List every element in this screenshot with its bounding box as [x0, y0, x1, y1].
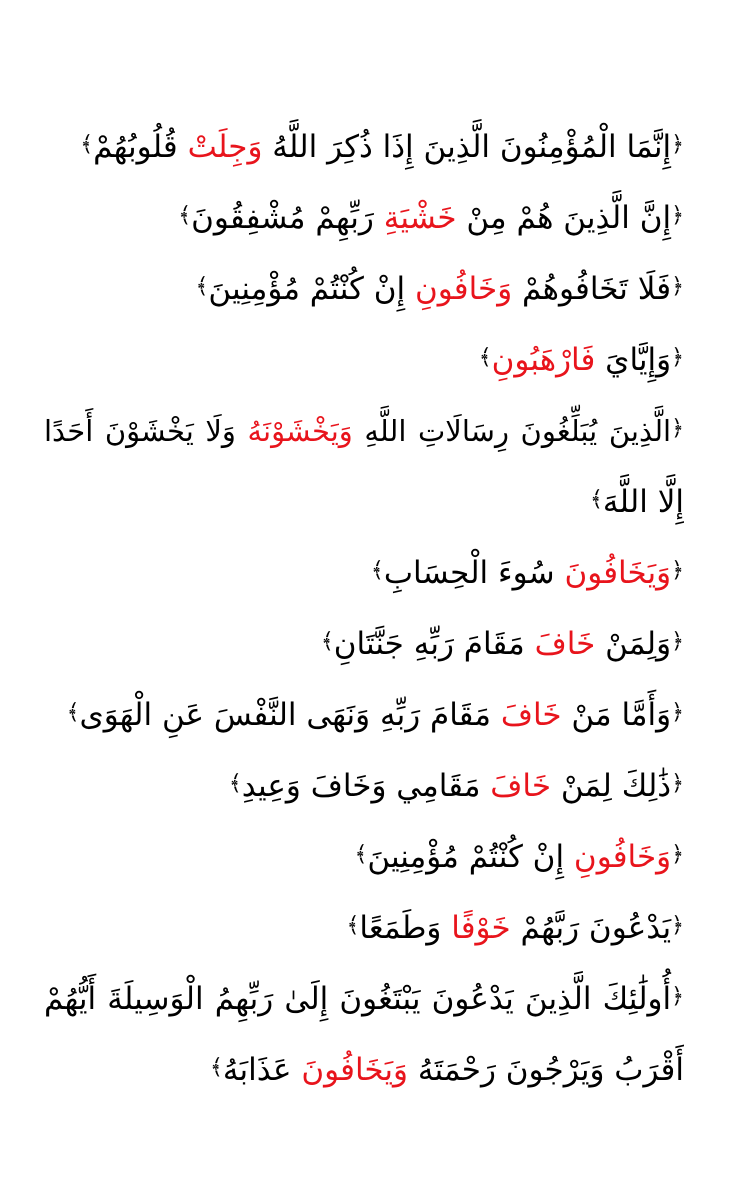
- verse-text: مَقَامَ رَبِّهِ جَنَّتَانِ: [333, 626, 535, 662]
- verse-line: [44, 254, 684, 325]
- highlighted-word: وَخَافُونِ: [573, 839, 672, 875]
- highlighted-word: خَافَ: [490, 768, 552, 804]
- ornate-bracket-close-icon: ﴾: [320, 628, 334, 654]
- verse-line: [44, 183, 684, 254]
- verse-text: إِنْ كُنْتُمْ مُؤْمِنِينَ: [208, 271, 415, 307]
- ornate-bracket-open-icon: ﴿: [671, 912, 684, 938]
- ornate-bracket-open-icon: ﴿: [671, 131, 684, 157]
- verse-line: [44, 609, 684, 680]
- verse-line: [44, 1035, 684, 1106]
- verse-text: وَإِيَّايَ: [595, 342, 672, 378]
- highlighted-word: خَافَ: [534, 626, 596, 662]
- verse-line: [44, 112, 684, 183]
- verse-text: إِلَّا اللَّهَ: [602, 484, 684, 520]
- ornate-bracket-open-icon: ﴿: [671, 841, 684, 867]
- ornate-bracket-close-icon: ﴾: [478, 344, 492, 370]
- ornate-bracket-open-icon: ﴿: [671, 699, 684, 725]
- ornate-bracket-close-icon: ﴾: [210, 1054, 223, 1080]
- ornate-bracket-close-icon: ﴾: [80, 131, 94, 157]
- ornate-bracket-open-icon: ﴿: [671, 344, 684, 370]
- ornate-bracket-open-icon: ﴿: [671, 273, 684, 299]
- ornate-bracket-close-icon: ﴾: [228, 770, 242, 796]
- verse-text: الَّذِينَ يُبَلِّغُونَ رِسَالَاتِ اللَّهِ: [352, 414, 672, 448]
- ornate-bracket-close-icon: ﴾: [178, 202, 192, 228]
- verse-line: [44, 751, 684, 822]
- verse-text: وَطَمَعًا: [359, 910, 452, 946]
- verse-text: سُوءَ الْحِسَابِ: [383, 555, 565, 591]
- ornate-bracket-open-icon: ﴿: [671, 983, 684, 1009]
- verse-line: [44, 325, 684, 396]
- verse-text: إِنْ كُنْتُمْ مُؤْمِنِينَ: [367, 839, 574, 875]
- ornate-bracket-close-icon: ﴾: [66, 699, 80, 725]
- highlighted-word: وَيَخَافُونَ: [564, 555, 672, 591]
- highlighted-word: وَجِلَتْ: [187, 129, 263, 165]
- highlighted-word: وَخَافُونِ: [415, 271, 513, 307]
- verse-line: [44, 467, 684, 538]
- verse-line: [44, 893, 684, 964]
- ornate-bracket-open-icon: ﴿: [671, 557, 684, 583]
- verse-text: رَبِّهِمْ مُشْفِقُونَ: [191, 200, 384, 236]
- highlighted-word: فَارْهَبُونِ: [491, 342, 596, 378]
- highlighted-word: وَيَخَافُونَ: [301, 1052, 409, 1088]
- verse-text: إِنَّمَا الْمُؤْمِنُونَ الَّذِينَ إِذَا ذُكِرَ اللَّهُ: [262, 129, 672, 165]
- ornate-bracket-close-icon: ﴾: [370, 557, 384, 583]
- verse-line: [44, 538, 684, 609]
- ornate-bracket-close-icon: ﴾: [590, 486, 603, 512]
- verse-text: يَدْعُونَ رَبَّهُمْ: [510, 910, 672, 946]
- ornate-bracket-open-icon: ﴿: [671, 202, 684, 228]
- verse-text: وَلَا يَخْشَوْنَ أَحَدًا: [44, 414, 248, 448]
- verse-text: ذَٰلِكَ لِمَنْ: [551, 768, 672, 804]
- verse-text: قُلُوبُهُمْ: [93, 129, 188, 165]
- ornate-bracket-open-icon: ﴿: [671, 628, 684, 654]
- verse-text: وَلِمَنْ: [595, 626, 672, 662]
- verse-text: مَقَامِي وَخَافَ وَعِيدِ: [241, 768, 491, 804]
- verse-text: عَذَابَهُ: [222, 1052, 302, 1088]
- verse-text: إِنَّ الَّذِينَ هُمْ مِنْ: [456, 200, 672, 236]
- ornate-bracket-close-icon: ﴾: [354, 841, 368, 867]
- ornate-bracket-close-icon: ﴾: [346, 912, 360, 938]
- verse-text: أَقْرَبُ وَيَرْجُونَ رَحْمَتَهُ: [408, 1052, 684, 1088]
- ornate-bracket-open-icon: ﴿: [671, 770, 684, 796]
- verse-text: مَقَامَ رَبِّهِ وَنَهَى النَّفْسَ عَنِ الْهَوَى: [79, 697, 501, 733]
- verse-text: أُولَٰئِكَ الَّذِينَ يَدْعُونَ يَبْتَغُونَ إِلَىٰ رَبِّهِمُ الْوَسِيلَةَ أَيُّهُمْ: [44, 981, 672, 1017]
- ornate-bracket-close-icon: ﴾: [195, 273, 209, 299]
- verse-line: [44, 964, 684, 1035]
- verse-text: فَلَا تَخَافُوهُمْ: [512, 271, 672, 307]
- verses-list: [44, 112, 684, 1106]
- highlighted-word: خَوْفًا: [451, 910, 511, 946]
- verse-line: [44, 680, 684, 751]
- highlighted-word: وَيَخْشَوْنَهُ: [247, 414, 353, 448]
- highlighted-word: خَشْيَةِ: [383, 200, 457, 236]
- highlighted-word: خَافَ: [500, 697, 562, 733]
- verse-line: [44, 822, 684, 893]
- verse-text: وَأَمَّا مَنْ: [561, 697, 672, 733]
- ornate-bracket-open-icon: ﴿: [671, 416, 684, 441]
- verse-line: [44, 396, 684, 467]
